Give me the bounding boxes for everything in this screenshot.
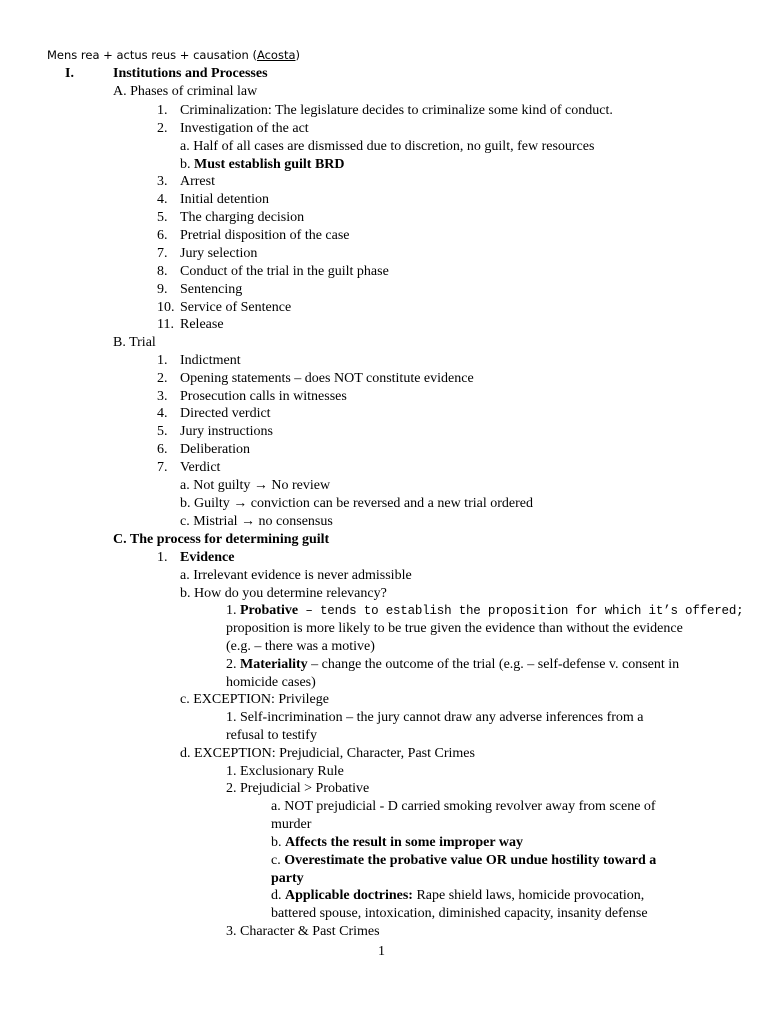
list-text: 1. Exclusionary Rule xyxy=(226,764,344,779)
list-text: (e.g. – there was a motive) xyxy=(226,639,375,654)
list-item: Jury instructions xyxy=(180,424,273,439)
list-text: d. Applicable doctrines: Rape shield laws, homicide provocation, xyxy=(271,888,645,903)
list-subitem: a. Half of all cases are dismissed due to discretion, no guilt, few resources xyxy=(180,139,595,154)
list-subitem: b. How do you determine relevancy? xyxy=(180,586,387,601)
list-text: proposition is more likely to be true given the evidence than without the evidence xyxy=(226,621,683,636)
document-header xyxy=(47,46,300,64)
list-item: Directed verdict xyxy=(180,406,271,421)
list-item: Investigation of the act xyxy=(180,121,309,136)
list-item-number: 6. xyxy=(157,228,168,243)
verdict-guilty: b. Guilty → conviction can be reversed and a new trial ordered xyxy=(180,496,533,511)
list-item-number: 1. xyxy=(157,103,168,118)
list-text: refusal to testify xyxy=(226,728,317,743)
list-item-number: 3. xyxy=(157,389,168,404)
list-item-number: 10. xyxy=(157,300,175,315)
list-subitem: a. Irrelevant evidence is never admissible xyxy=(180,568,412,583)
list-item-number: 1. xyxy=(157,550,168,565)
verdict-mistrial: c. Mistrial → no consensus xyxy=(180,514,333,529)
list-item-number: 5. xyxy=(157,424,168,439)
list-subitem: c. EXCEPTION: Privilege xyxy=(180,692,329,707)
list-item-number: 9. xyxy=(157,282,168,297)
list-item-number: 5. xyxy=(157,210,168,225)
probative-definition: 1. Probative – tends to establish the proposition for which it’s offered; xyxy=(226,603,744,618)
header-close-paren: ) xyxy=(295,48,301,62)
list-item: Sentencing xyxy=(180,282,243,297)
list-item-number: 3. xyxy=(157,174,168,189)
list-item: Conduct of the trial in the guilt phase xyxy=(180,264,389,279)
list-text: b. Affects the result in some improper way xyxy=(271,835,523,850)
list-item: Deliberation xyxy=(180,442,250,457)
list-item: Release xyxy=(180,317,224,332)
list-item-number: 4. xyxy=(157,406,168,421)
list-item: Prosecution calls in witnesses xyxy=(180,389,347,404)
list-item: Verdict xyxy=(180,460,221,475)
list-item-number: 6. xyxy=(157,442,168,457)
verdict-not-guilty: a. Not guilty → No review xyxy=(180,478,331,493)
header-author-name: Acosta xyxy=(256,48,296,62)
list-item-number: 7. xyxy=(157,460,168,475)
list-text: c. Overestimate the probative value OR undue hostility toward a xyxy=(271,853,657,868)
evidence-heading: Evidence xyxy=(180,550,235,565)
header-title: Mens rea + actus reus + causation ( xyxy=(47,48,257,62)
list-item: Opening statements – does NOT constitute evidence xyxy=(180,371,474,386)
list-item: Service of Sentence xyxy=(180,300,292,315)
list-item: Pretrial disposition of the case xyxy=(180,228,350,243)
list-item: The charging decision xyxy=(180,210,305,225)
list-item-number: 2. xyxy=(157,371,168,386)
list-subitem: b. Must establish guilt BRD xyxy=(180,157,345,172)
list-subitem: d. EXCEPTION: Prejudicial, Character, Past Crimes xyxy=(180,746,475,761)
list-item: Jury selection xyxy=(180,246,258,261)
list-item: Initial detention xyxy=(180,192,270,207)
list-item-number: 1. xyxy=(157,353,168,368)
section-i-title: Institutions and Processes xyxy=(113,66,268,81)
list-item: Criminalization: The legislature decides to criminalize some kind of conduct. xyxy=(180,103,613,118)
section-c-title: C. The process for determining guilt xyxy=(113,532,330,547)
list-item-number: 2. xyxy=(157,121,168,136)
section-a-title: A. Phases of criminal law xyxy=(113,84,258,99)
list-text: homicide cases) xyxy=(226,675,316,690)
page-number: 1 xyxy=(378,944,385,959)
arrow-right-icon: → xyxy=(253,478,268,493)
list-text: 3. Character & Past Crimes xyxy=(226,924,380,939)
list-text: 1. Self-incrimination – the jury cannot draw any adverse inferences from a xyxy=(226,710,644,725)
list-item: Indictment xyxy=(180,353,241,368)
list-text: a. NOT prejudicial - D carried smoking revolver away from scene of xyxy=(271,799,656,814)
list-item: Arrest xyxy=(180,174,215,189)
section-i-numeral: I. xyxy=(65,66,74,81)
materiality-definition: 2. Materiality – change the outcome of the trial (e.g. – self-defense v. consent in xyxy=(226,657,680,672)
list-text: battered spouse, intoxication, diminished capacity, insanity defense xyxy=(271,906,648,921)
list-item-number: 11. xyxy=(157,317,174,332)
arrow-right-icon: → xyxy=(233,496,248,511)
list-item-number: 8. xyxy=(157,264,168,279)
section-b-title: B. Trial xyxy=(113,335,156,350)
arrow-right-icon: → xyxy=(241,514,256,529)
list-text: 2. Prejudicial > Probative xyxy=(226,781,370,796)
list-item-number: 7. xyxy=(157,246,168,261)
list-text: murder xyxy=(271,817,312,832)
list-text: party xyxy=(271,871,304,886)
list-item-number: 4. xyxy=(157,192,168,207)
